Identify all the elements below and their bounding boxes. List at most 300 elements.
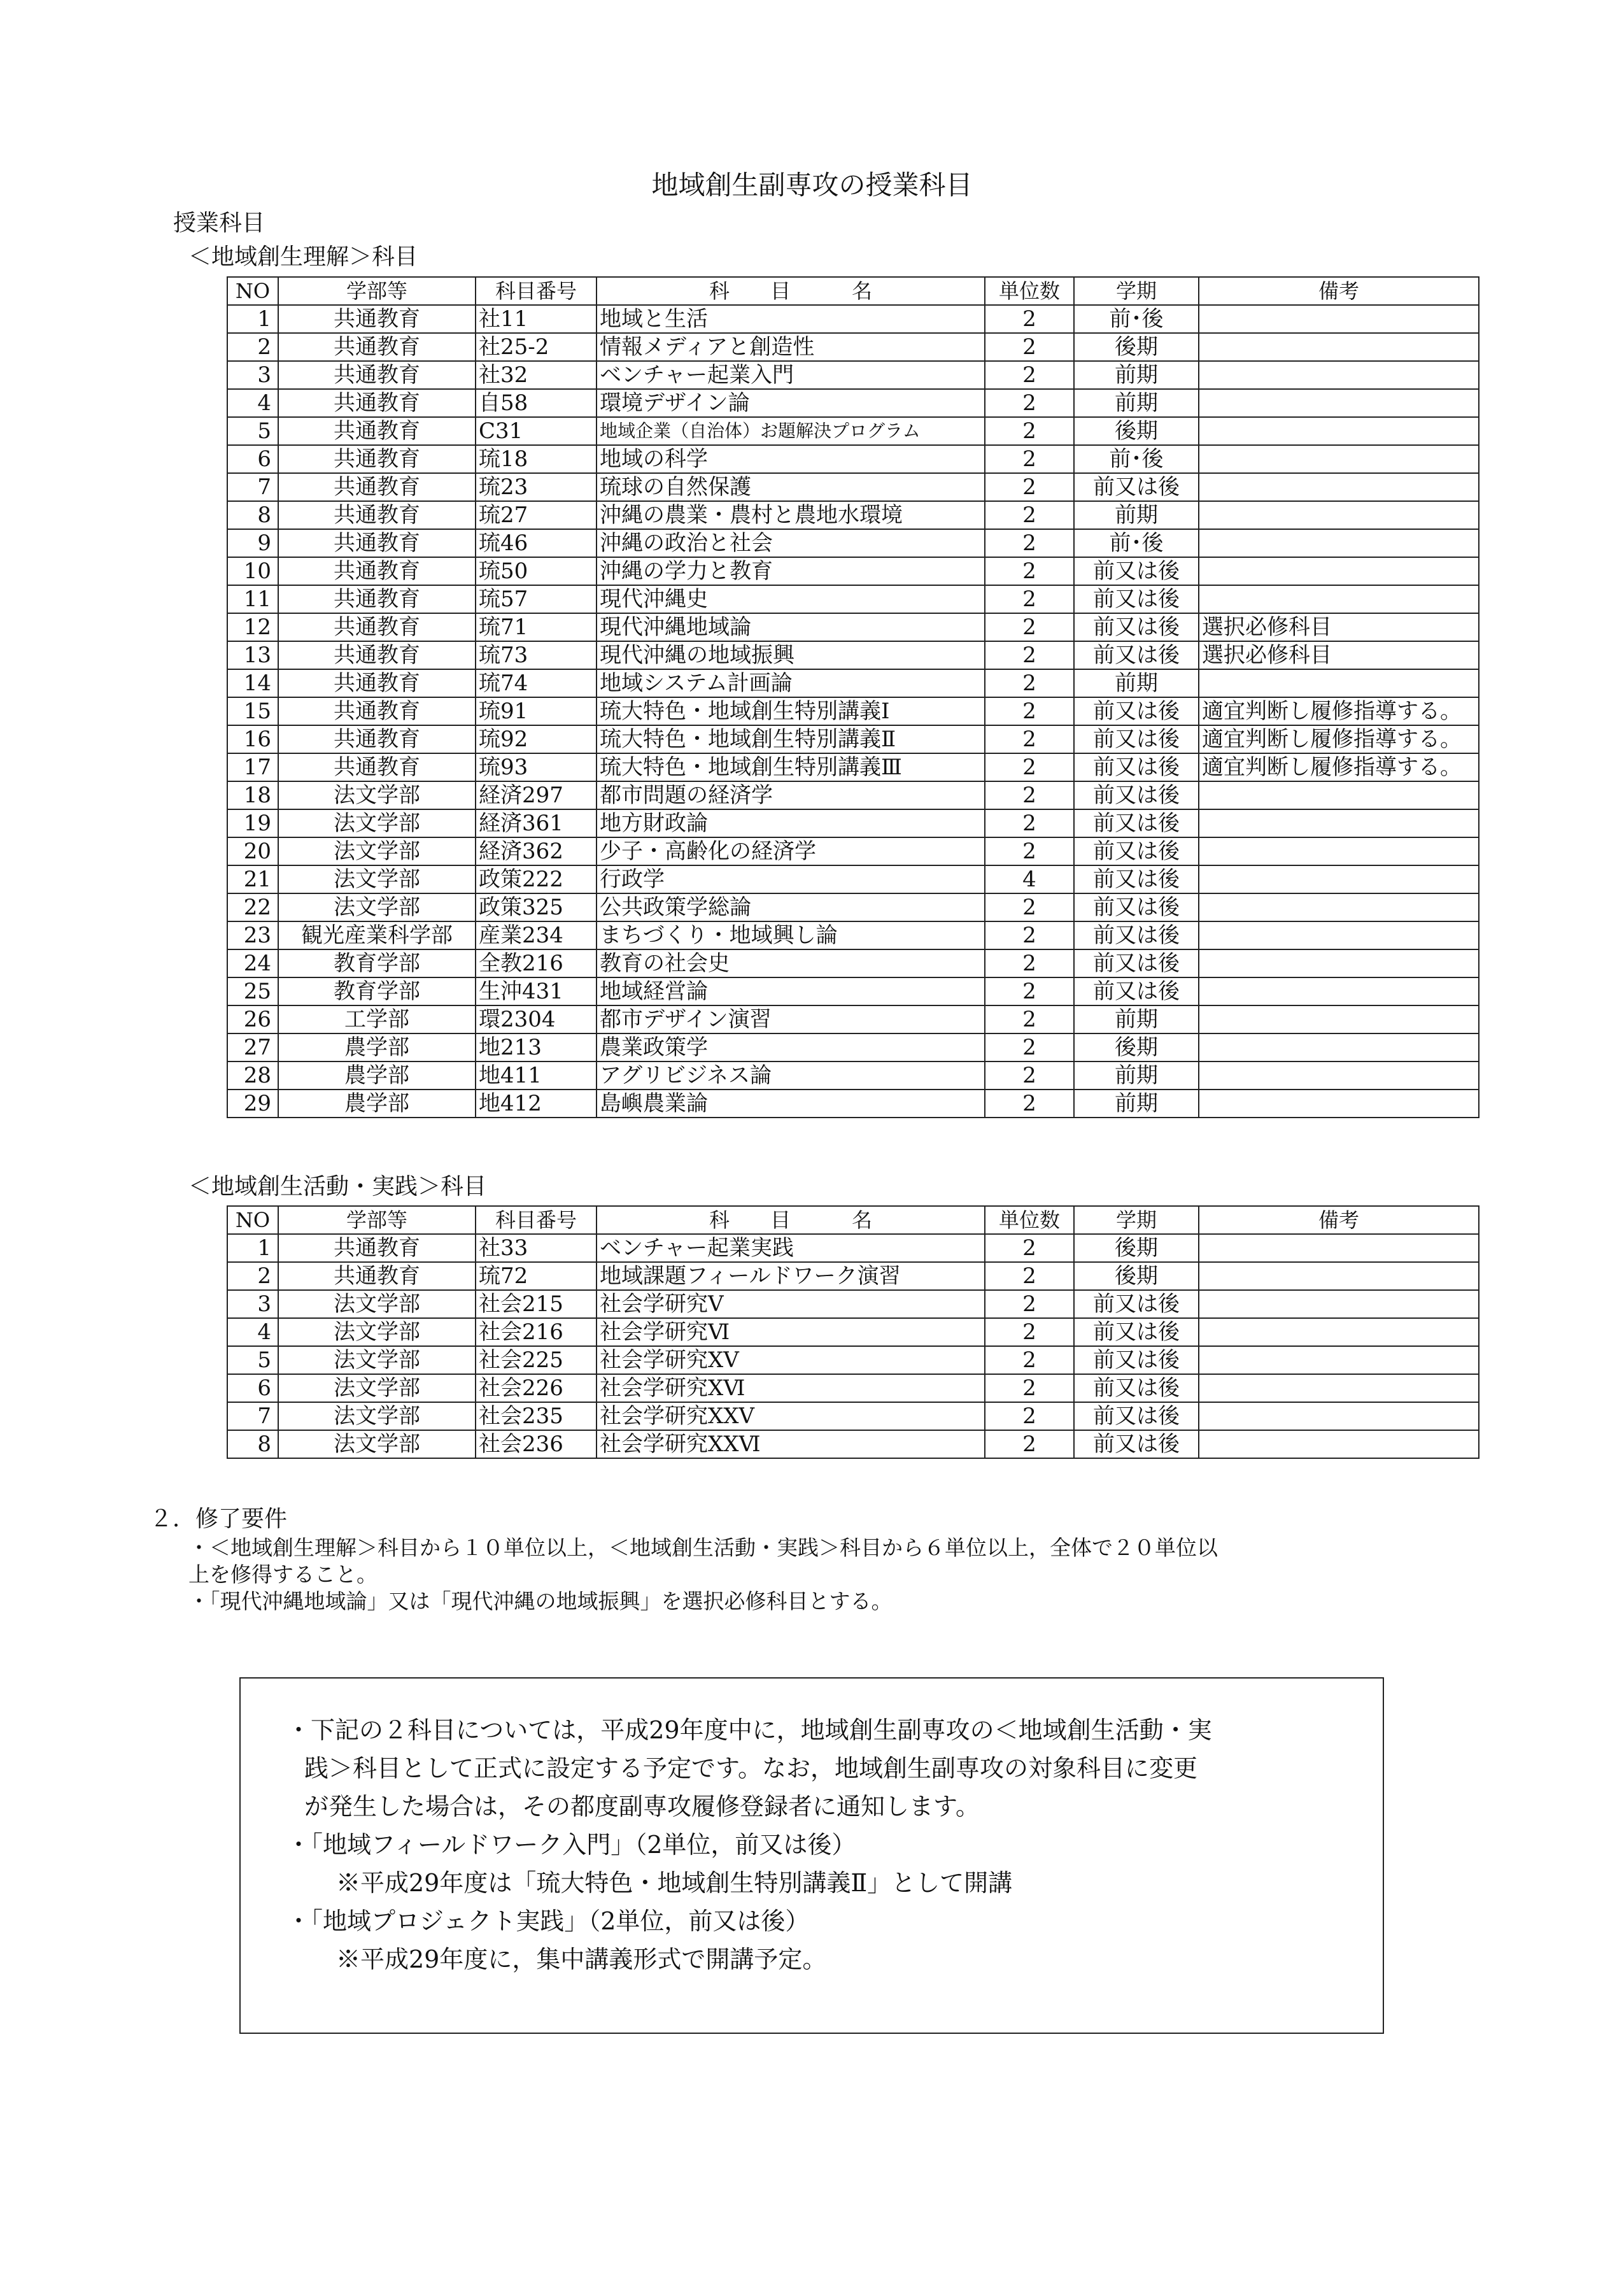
cell-units: 2 <box>985 1346 1074 1374</box>
cell-name: 社会学研究Ⅴ <box>597 1290 985 1318</box>
cell-no: 22 <box>227 893 278 921</box>
cell-term: 前･後 <box>1074 305 1199 333</box>
table1-body <box>227 305 1479 1118</box>
header-term: 学期 <box>1074 1206 1199 1234</box>
cell-dept: 観光産業科学部 <box>278 921 476 949</box>
cell-units: 2 <box>985 585 1074 613</box>
header-term: 学期 <box>1074 277 1199 305</box>
cell-term: 前又は後 <box>1074 809 1199 837</box>
cell-name: 島嶼農業論 <box>597 1090 985 1118</box>
cell-code: 琉93 <box>476 753 597 781</box>
cell-code: 社33 <box>476 1234 597 1262</box>
cell-no: 21 <box>227 865 278 893</box>
cell-units: 2 <box>985 361 1074 389</box>
cell-dept: 共通教育 <box>278 501 476 529</box>
cell-term: 前又は後 <box>1074 557 1199 585</box>
cell-units: 2 <box>985 725 1074 753</box>
cell-units: 2 <box>985 893 1074 921</box>
cell-name: 社会学研究Ⅵ <box>597 1318 985 1346</box>
cell-units: 2 <box>985 1234 1074 1262</box>
table-row <box>227 949 1479 977</box>
cell-units: 2 <box>985 641 1074 669</box>
cell-name: 社会学研究ⅩⅩⅤ <box>597 1402 985 1430</box>
cell-term: 前･後 <box>1074 529 1199 557</box>
cell-term: 前又は後 <box>1074 753 1199 781</box>
header-name: 科 目 名 <box>597 277 985 305</box>
table-row <box>227 921 1479 949</box>
cell-note <box>1199 1061 1479 1090</box>
cell-term: 前又は後 <box>1074 1346 1199 1374</box>
cell-note <box>1199 865 1479 893</box>
header-code: 科目番号 <box>476 277 597 305</box>
header-code: 科目番号 <box>476 1206 597 1234</box>
cell-term: 前期 <box>1074 669 1199 697</box>
cell-code: 環2304 <box>476 1005 597 1033</box>
cell-code: 社11 <box>476 305 597 333</box>
cell-dept: 法文学部 <box>278 1346 476 1374</box>
cell-code: 琉23 <box>476 473 597 501</box>
cell-name: 現代沖縄地域論 <box>597 613 985 641</box>
cell-dept: 教育学部 <box>278 949 476 977</box>
notice-line-2: 践＞科目として正式に設定する予定です。なお，地域創生副専攻の対象科目に変更 <box>304 1754 1197 1782</box>
cell-note <box>1199 1290 1479 1318</box>
cell-term: 前又は後 <box>1074 893 1199 921</box>
cell-units: 2 <box>985 445 1074 473</box>
cell-name: 琉大特色・地域創生特別講義Ⅰ <box>597 697 985 725</box>
cell-code: 生沖431 <box>476 977 597 1005</box>
cell-code: 社会215 <box>476 1290 597 1318</box>
cell-term: 前又は後 <box>1074 977 1199 1005</box>
cell-units: 2 <box>985 1290 1074 1318</box>
table2-label: ＜地域創生活動・実践＞科目 <box>188 1174 487 1200</box>
cell-note: 適宜判断し履修指導する。 <box>1199 697 1479 725</box>
cell-name: 少子・高齢化の経済学 <box>597 837 985 865</box>
cell-code: 琉91 <box>476 697 597 725</box>
course-table-understanding <box>227 276 1479 1118</box>
table1-label: ＜地域創生理解＞科目 <box>188 244 418 270</box>
cell-no: 3 <box>227 361 278 389</box>
cell-code: 政策325 <box>476 893 597 921</box>
cell-code: 琉27 <box>476 501 597 529</box>
cell-note <box>1199 333 1479 361</box>
cell-no: 3 <box>227 1290 278 1318</box>
cell-name: 社会学研究ⅩⅩⅥ <box>597 1430 985 1458</box>
cell-code: 琉71 <box>476 613 597 641</box>
cell-units: 2 <box>985 417 1074 445</box>
table-row <box>227 557 1479 585</box>
cell-no: 15 <box>227 697 278 725</box>
cell-term: 前又は後 <box>1074 613 1199 641</box>
cell-note <box>1199 389 1479 417</box>
cell-code: 経済297 <box>476 781 597 809</box>
requirements-line-3: ・「現代沖縄地域論」又は「現代沖縄の地域振興」を選択必修科目とする。 <box>188 1589 893 1614</box>
cell-name: 現代沖縄史 <box>597 585 985 613</box>
cell-name: 琉球の自然保護 <box>597 473 985 501</box>
cell-term: 前期 <box>1074 501 1199 529</box>
cell-name: 環境デザイン論 <box>597 389 985 417</box>
cell-no: 2 <box>227 333 278 361</box>
cell-units: 2 <box>985 529 1074 557</box>
cell-name: ベンチャー起業実践 <box>597 1234 985 1262</box>
cell-dept: 農学部 <box>278 1033 476 1061</box>
cell-dept: 共通教育 <box>278 725 476 753</box>
cell-name: 琉大特色・地域創生特別講義Ⅲ <box>597 753 985 781</box>
cell-note <box>1199 837 1479 865</box>
notice-line-1: ・下記の２科目については，平成29年度中に，地域創生副専攻の＜地域創生活動・実 <box>286 1716 1212 1744</box>
cell-no: 8 <box>227 501 278 529</box>
cell-term: 前又は後 <box>1074 585 1199 613</box>
notice-line-4: ・「地域フィールドワーク入門」（2単位，前又は後） <box>286 1831 856 1859</box>
cell-units: 2 <box>985 1318 1074 1346</box>
cell-term: 前又は後 <box>1074 1430 1199 1458</box>
header-no: NO <box>227 277 278 305</box>
cell-note <box>1199 445 1479 473</box>
cell-no: 19 <box>227 809 278 837</box>
cell-no: 8 <box>227 1430 278 1458</box>
table-row <box>227 781 1479 809</box>
cell-dept: 農学部 <box>278 1061 476 1090</box>
course-table-practice <box>227 1205 1479 1459</box>
cell-units: 2 <box>985 557 1074 585</box>
cell-units: 2 <box>985 1033 1074 1061</box>
requirements-line-1: ・＜地域創生理解＞科目から１０単位以上，＜地域創生活動・実践＞科目から６単位以上，全体で２０単位以 <box>188 1535 1218 1560</box>
cell-code: 社会225 <box>476 1346 597 1374</box>
cell-note <box>1199 809 1479 837</box>
cell-code: C31 <box>476 417 597 445</box>
table-row <box>227 1346 1479 1374</box>
cell-name: 沖縄の学力と教育 <box>597 557 985 585</box>
header-name: 科 目 名 <box>597 1206 985 1234</box>
header-units: 単位数 <box>985 1206 1074 1234</box>
cell-name: 地域と生活 <box>597 305 985 333</box>
cell-dept: 法文学部 <box>278 1430 476 1458</box>
cell-term: 前期 <box>1074 389 1199 417</box>
cell-dept: 工学部 <box>278 1005 476 1033</box>
cell-code: 琉50 <box>476 557 597 585</box>
table-row <box>227 1290 1479 1318</box>
header-units: 単位数 <box>985 277 1074 305</box>
table-row <box>227 1374 1479 1402</box>
cell-note <box>1199 1262 1479 1290</box>
cell-term: 後期 <box>1074 1033 1199 1061</box>
cell-units: 2 <box>985 305 1074 333</box>
table-row <box>227 1262 1479 1290</box>
table-row <box>227 725 1479 753</box>
cell-note <box>1199 305 1479 333</box>
table-row <box>227 389 1479 417</box>
cell-note <box>1199 1318 1479 1346</box>
cell-units: 2 <box>985 1430 1074 1458</box>
cell-term: 前又は後 <box>1074 725 1199 753</box>
cell-no: 7 <box>227 1402 278 1430</box>
cell-name: 沖縄の政治と社会 <box>597 529 985 557</box>
cell-units: 2 <box>985 1061 1074 1090</box>
cell-no: 1 <box>227 305 278 333</box>
cell-note <box>1199 1033 1479 1061</box>
cell-dept: 共通教育 <box>278 1262 476 1290</box>
cell-note <box>1199 949 1479 977</box>
cell-note <box>1199 893 1479 921</box>
table-row <box>227 445 1479 473</box>
notice-line-7: ※平成29年度に，集中講義形式で開講予定。 <box>336 1945 827 1973</box>
cell-dept: 法文学部 <box>278 1374 476 1402</box>
cell-code: 琉57 <box>476 585 597 613</box>
cell-note <box>1199 1402 1479 1430</box>
cell-note <box>1199 1005 1479 1033</box>
table-row <box>227 837 1479 865</box>
cell-no: 12 <box>227 613 278 641</box>
cell-note <box>1199 977 1479 1005</box>
cell-term: 前又は後 <box>1074 837 1199 865</box>
cell-no: 26 <box>227 1005 278 1033</box>
cell-dept: 教育学部 <box>278 977 476 1005</box>
table-row <box>227 893 1479 921</box>
cell-units: 2 <box>985 949 1074 977</box>
cell-term: 前期 <box>1074 1061 1199 1090</box>
table-row <box>227 809 1479 837</box>
cell-name: まちづくり・地域興し論 <box>597 921 985 949</box>
cell-dept: 共通教育 <box>278 641 476 669</box>
cell-code: 社25-2 <box>476 333 597 361</box>
cell-dept: 法文学部 <box>278 837 476 865</box>
header-dept: 学部等 <box>278 1206 476 1234</box>
cell-note <box>1199 557 1479 585</box>
cell-name: 現代沖縄の地域振興 <box>597 641 985 669</box>
cell-no: 18 <box>227 781 278 809</box>
cell-note <box>1199 921 1479 949</box>
table-row <box>227 529 1479 557</box>
cell-code: 社会236 <box>476 1430 597 1458</box>
cell-term: 前又は後 <box>1074 1402 1199 1430</box>
cell-term: 前期 <box>1074 1005 1199 1033</box>
cell-dept: 共通教育 <box>278 697 476 725</box>
cell-term: 前又は後 <box>1074 641 1199 669</box>
table-row <box>227 1402 1479 1430</box>
cell-code: 琉74 <box>476 669 597 697</box>
table-row <box>227 1090 1479 1118</box>
table-row <box>227 361 1479 389</box>
cell-term: 前又は後 <box>1074 697 1199 725</box>
cell-note <box>1199 473 1479 501</box>
cell-code: 地412 <box>476 1090 597 1118</box>
cell-units: 2 <box>985 1262 1074 1290</box>
cell-code: 地213 <box>476 1033 597 1061</box>
header-note: 備考 <box>1199 1206 1479 1234</box>
cell-units: 2 <box>985 389 1074 417</box>
cell-units: 2 <box>985 1090 1074 1118</box>
cell-no: 4 <box>227 1318 278 1346</box>
cell-note <box>1199 1430 1479 1458</box>
cell-note <box>1199 781 1479 809</box>
cell-code: 社32 <box>476 361 597 389</box>
cell-note: 選択必修科目 <box>1199 641 1479 669</box>
table-row <box>227 1005 1479 1033</box>
cell-name: 公共政策学総論 <box>597 893 985 921</box>
cell-term: 後期 <box>1074 333 1199 361</box>
table-row <box>227 1234 1479 1262</box>
cell-note <box>1199 1374 1479 1402</box>
cell-code: 地411 <box>476 1061 597 1090</box>
cell-no: 25 <box>227 977 278 1005</box>
requirements-heading: ２．修了要件 <box>150 1506 288 1532</box>
cell-units: 2 <box>985 333 1074 361</box>
notice-line-6: ・「地域プロジェクト実践」（2単位，前又は後） <box>286 1907 810 1935</box>
table-row <box>227 697 1479 725</box>
cell-no: 5 <box>227 1346 278 1374</box>
table-row <box>227 1033 1479 1061</box>
cell-term: 後期 <box>1074 1234 1199 1262</box>
cell-name: 沖縄の農業・農村と農地水環境 <box>597 501 985 529</box>
cell-name: 地域企業（自治体）お題解決プログラム <box>597 417 985 445</box>
cell-units: 2 <box>985 613 1074 641</box>
cell-dept: 農学部 <box>278 1090 476 1118</box>
page-title: 地域創生副専攻の授業科目 <box>651 169 973 201</box>
cell-no: 4 <box>227 389 278 417</box>
cell-dept: 共通教育 <box>278 473 476 501</box>
table-row <box>227 865 1479 893</box>
cell-units: 2 <box>985 837 1074 865</box>
cell-no: 29 <box>227 1090 278 1118</box>
cell-no: 23 <box>227 921 278 949</box>
cell-code: 経済362 <box>476 837 597 865</box>
cell-no: 28 <box>227 1061 278 1090</box>
header-dept: 学部等 <box>278 277 476 305</box>
table-header-row <box>227 277 1479 305</box>
cell-no: 13 <box>227 641 278 669</box>
table-row <box>227 305 1479 333</box>
table-row <box>227 501 1479 529</box>
cell-no: 16 <box>227 725 278 753</box>
cell-note <box>1199 1234 1479 1262</box>
cell-units: 2 <box>985 501 1074 529</box>
notice-line-5: ※平成29年度は「琉大特色・地域創生特別講義Ⅱ」として開講 <box>336 1869 1013 1897</box>
table-row <box>227 1318 1479 1346</box>
cell-note: 適宜判断し履修指導する。 <box>1199 753 1479 781</box>
cell-name: 地域経営論 <box>597 977 985 1005</box>
cell-note <box>1199 501 1479 529</box>
cell-units: 2 <box>985 1374 1074 1402</box>
cell-term: 前又は後 <box>1074 949 1199 977</box>
table-row <box>227 977 1479 1005</box>
cell-dept: 共通教育 <box>278 585 476 613</box>
table2-body <box>227 1234 1479 1458</box>
cell-units: 2 <box>985 809 1074 837</box>
cell-units: 2 <box>985 921 1074 949</box>
table-row <box>227 1430 1479 1458</box>
cell-name: 教育の社会史 <box>597 949 985 977</box>
cell-name: 情報メディアと創造性 <box>597 333 985 361</box>
table-row <box>227 473 1479 501</box>
cell-dept: 法文学部 <box>278 1318 476 1346</box>
cell-no: 6 <box>227 445 278 473</box>
cell-code: 琉46 <box>476 529 597 557</box>
table-row <box>227 585 1479 613</box>
cell-name: 地域システム計画論 <box>597 669 985 697</box>
cell-units: 2 <box>985 977 1074 1005</box>
cell-name: 都市問題の経済学 <box>597 781 985 809</box>
cell-no: 1 <box>227 1234 278 1262</box>
cell-name: 琉大特色・地域創生特別講義Ⅱ <box>597 725 985 753</box>
cell-term: 前又は後 <box>1074 473 1199 501</box>
cell-dept: 法文学部 <box>278 781 476 809</box>
cell-note <box>1199 529 1479 557</box>
cell-dept: 共通教育 <box>278 333 476 361</box>
cell-dept: 法文学部 <box>278 865 476 893</box>
cell-name: 農業政策学 <box>597 1033 985 1061</box>
cell-code: 全教216 <box>476 949 597 977</box>
cell-no: 24 <box>227 949 278 977</box>
cell-code: 自58 <box>476 389 597 417</box>
cell-term: 前又は後 <box>1074 1374 1199 1402</box>
table-row <box>227 753 1479 781</box>
cell-dept: 共通教育 <box>278 389 476 417</box>
cell-dept: 共通教育 <box>278 753 476 781</box>
cell-no: 6 <box>227 1374 278 1402</box>
cell-code: 経済361 <box>476 809 597 837</box>
cell-dept: 法文学部 <box>278 1402 476 1430</box>
cell-note <box>1199 417 1479 445</box>
table-row <box>227 333 1479 361</box>
cell-no: 7 <box>227 473 278 501</box>
cell-code: 政策222 <box>476 865 597 893</box>
cell-name: 地域課題フィールドワーク演習 <box>597 1262 985 1290</box>
cell-note <box>1199 1090 1479 1118</box>
cell-term: 前期 <box>1074 1090 1199 1118</box>
cell-dept: 共通教育 <box>278 361 476 389</box>
cell-name: 行政学 <box>597 865 985 893</box>
cell-dept: 共通教育 <box>278 557 476 585</box>
cell-no: 11 <box>227 585 278 613</box>
table-header-row <box>227 1206 1479 1234</box>
notice-line-3: が発生した場合は，その都度副専攻履修登録者に通知します。 <box>304 1793 980 1821</box>
table-row <box>227 1061 1479 1090</box>
cell-name: アグリビジネス論 <box>597 1061 985 1090</box>
cell-units: 4 <box>985 865 1074 893</box>
section-label: 授業科目 <box>173 210 265 236</box>
cell-code: 琉92 <box>476 725 597 753</box>
cell-note: 選択必修科目 <box>1199 613 1479 641</box>
cell-code: 琉73 <box>476 641 597 669</box>
cell-note <box>1199 361 1479 389</box>
cell-dept: 共通教育 <box>278 445 476 473</box>
cell-units: 2 <box>985 781 1074 809</box>
cell-term: 後期 <box>1074 1262 1199 1290</box>
cell-note <box>1199 1346 1479 1374</box>
header-no: NO <box>227 1206 278 1234</box>
header-note: 備考 <box>1199 277 1479 305</box>
cell-dept: 共通教育 <box>278 305 476 333</box>
cell-name: 都市デザイン演習 <box>597 1005 985 1033</box>
cell-units: 2 <box>985 753 1074 781</box>
cell-units: 2 <box>985 473 1074 501</box>
requirements-line-2: 上を修得すること。 <box>188 1562 378 1587</box>
cell-dept: 共通教育 <box>278 529 476 557</box>
cell-no: 5 <box>227 417 278 445</box>
cell-no: 17 <box>227 753 278 781</box>
cell-units: 2 <box>985 1402 1074 1430</box>
cell-name: 社会学研究ⅩⅤ <box>597 1346 985 1374</box>
cell-note <box>1199 585 1479 613</box>
cell-dept: 共通教育 <box>278 1234 476 1262</box>
table-row <box>227 669 1479 697</box>
cell-code: 社会226 <box>476 1374 597 1402</box>
cell-code: 産業234 <box>476 921 597 949</box>
table-row <box>227 641 1479 669</box>
cell-dept: 共通教育 <box>278 669 476 697</box>
table-row <box>227 613 1479 641</box>
cell-note <box>1199 669 1479 697</box>
notice-box <box>239 1677 1384 2034</box>
